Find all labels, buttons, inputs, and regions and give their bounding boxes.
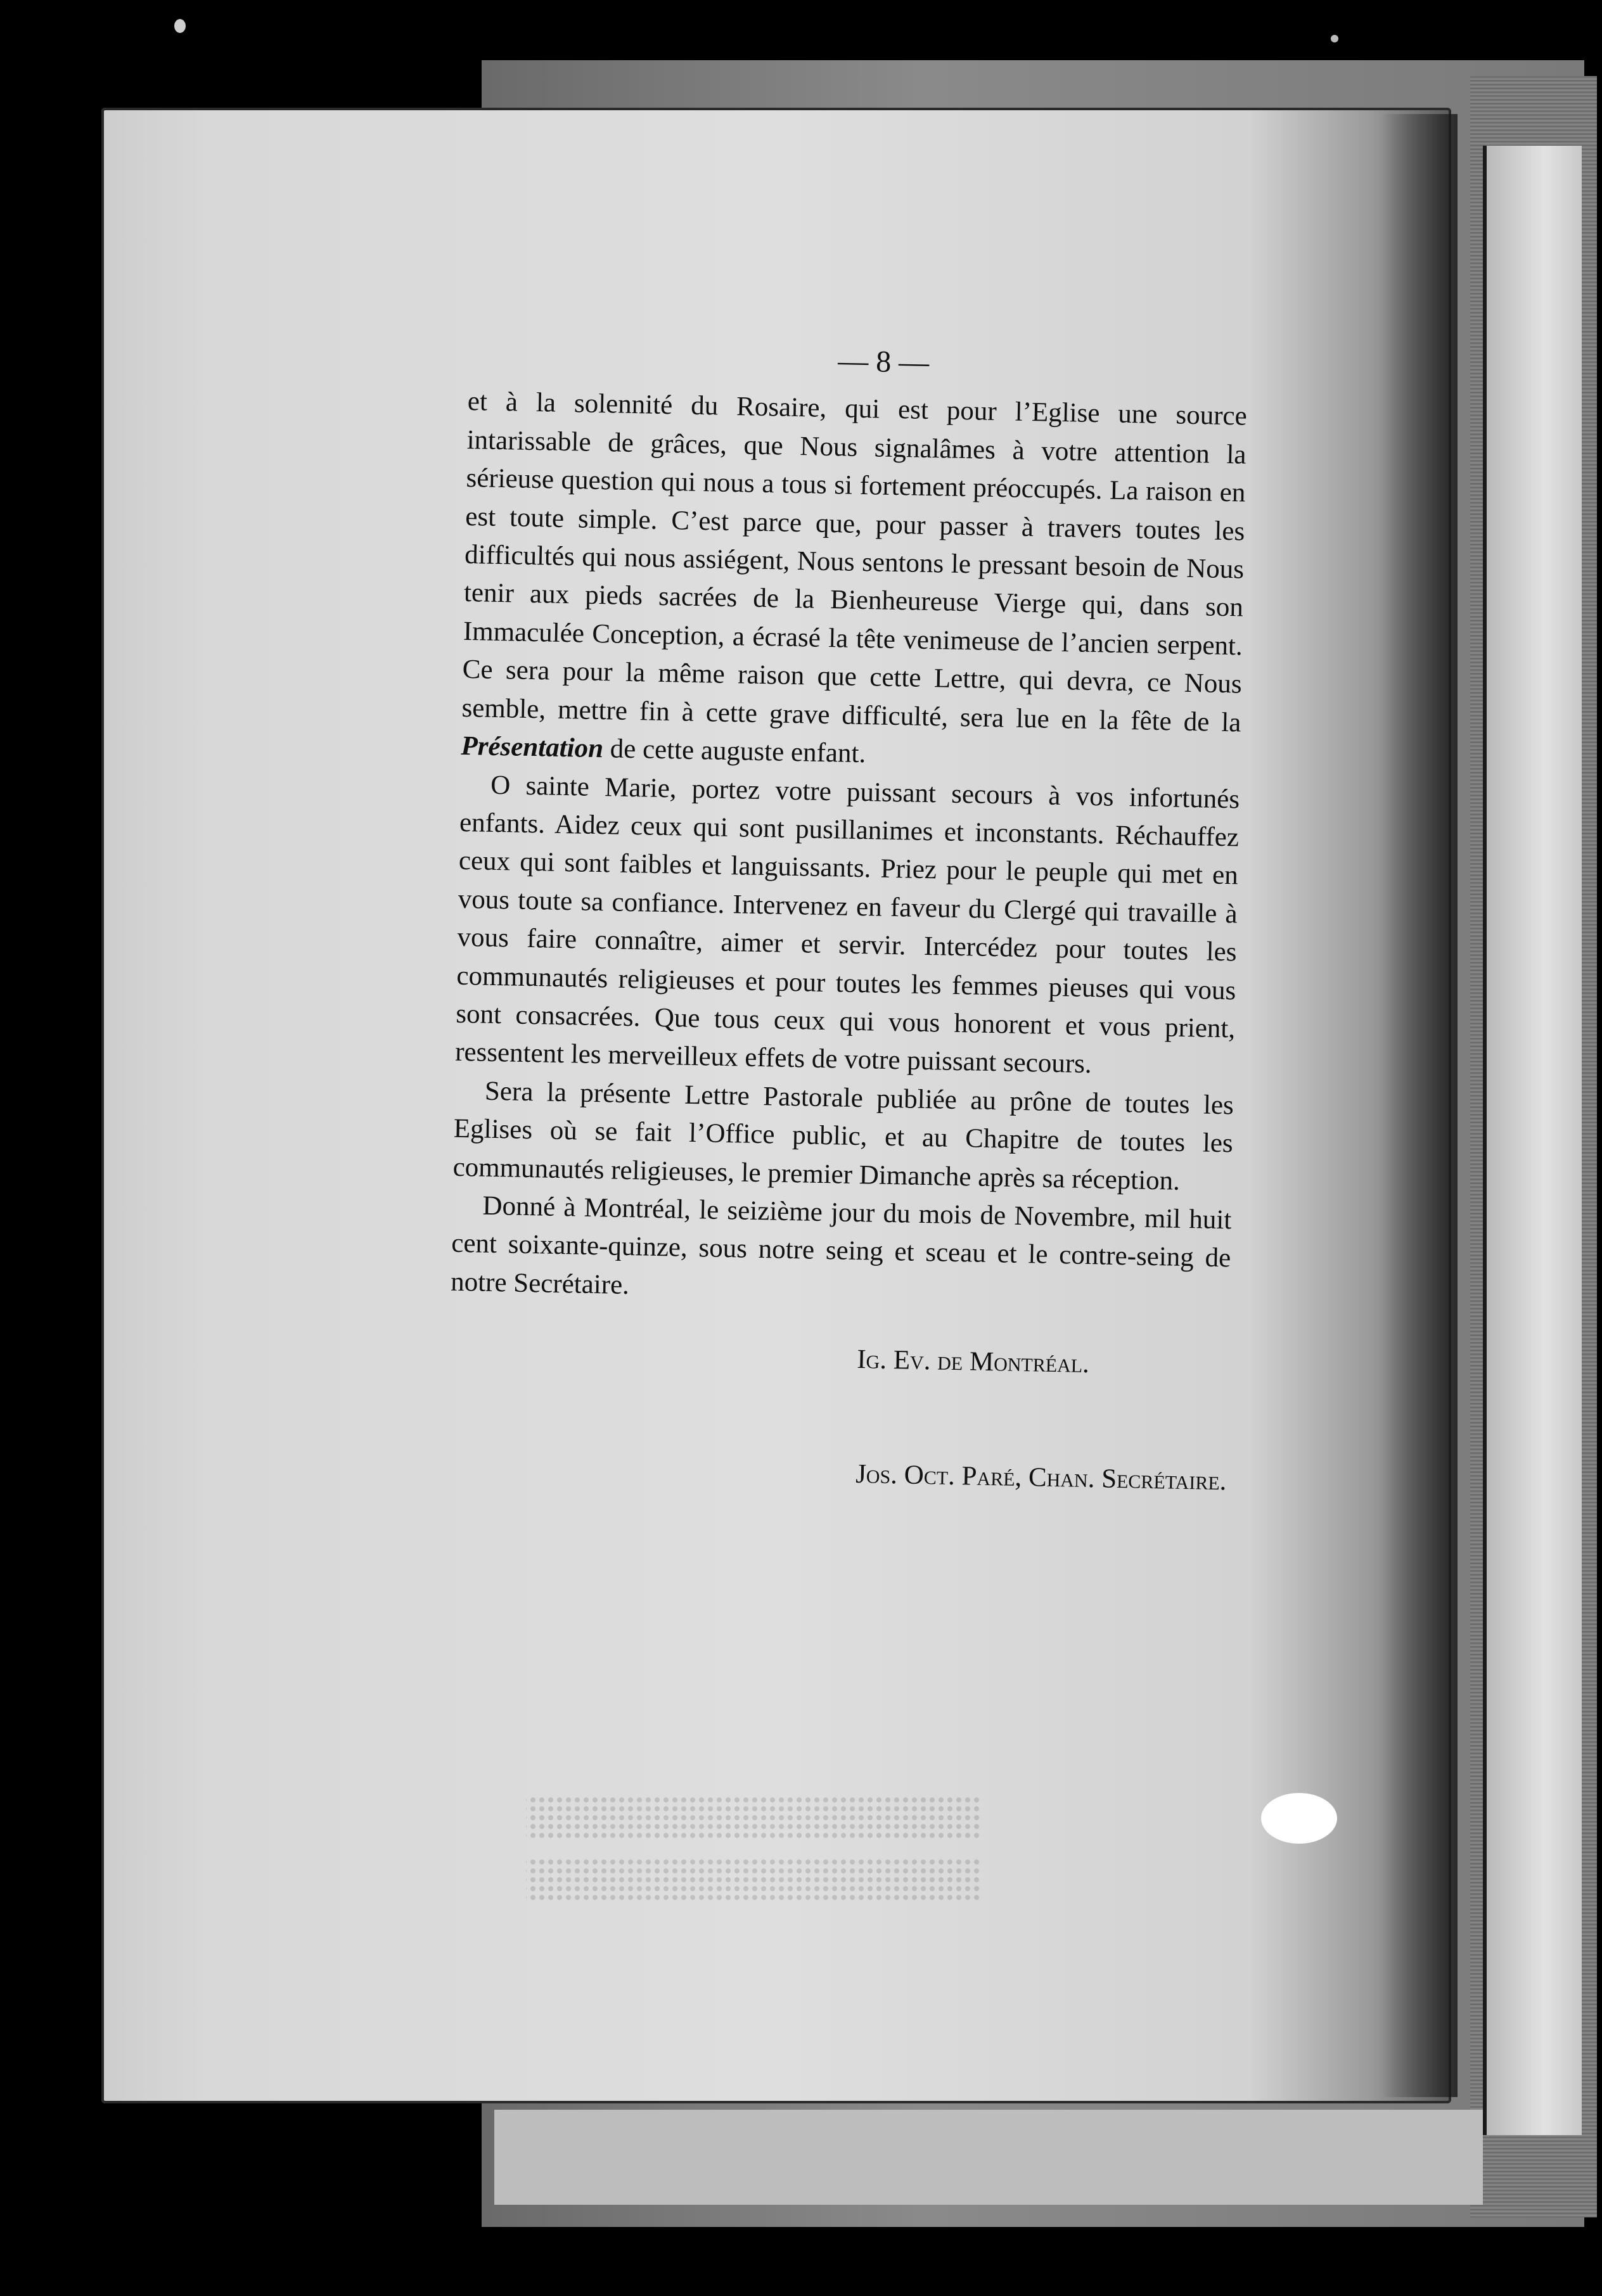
page-gutter-shadow <box>1381 114 1458 2097</box>
paper-speck <box>174 19 186 33</box>
perforated-library-stamp <box>520 1787 989 1913</box>
paragraph-1-text: et à la solennité du Rosaire, qui est pour l’Eglise une source intarissable de grâces, que Nous signalâmes à votre attention la sérieuse question qui nous a tous si fortement préoccupés. La raison en est toute simple. C’est parce que, pour passer à travers toutes les difficultés qui nous assiégent, Nous sentons le pressant besoin de Nous tenir aux pieds sacrées de la Bienheureuse Vierge qui, dans son Immaculée Conception, a écrasé la tête venimeuse de l’ancien serpent. Ce sera pour la même raison que cette Lettre, qui devra, ce Nous semble, mettre fin à cette grave difficulté, sera lue en la fête de la <box>461 386 1248 738</box>
paragraph-4: Donné à Montréal, le seizième jour du mois de Novembre, mil huit cent soixante-quinze, sous notre seing et sceau et le contre-seing de notre Secrétaire. <box>450 1190 1232 1300</box>
page-number: — 8 — <box>837 344 930 379</box>
signature-secretary: Jos. Oct. Paré, Chan. Secrétaire. <box>855 1458 1227 1496</box>
paragraph-1-end: de cette auguste enfant. <box>610 734 866 769</box>
stamp-dots <box>520 1787 989 1913</box>
paper-speck <box>1331 35 1338 42</box>
paragraph-2: O sainte Marie, portez votre puissant secours à vos infortunés enfants. Aidez ceux qui sont pusillanimes et inconstants. Réchauffez ceux qui sont faibles et languissants. Priez pour le peuple qui met en vous toute sa confiance. Intervenez en faveur du Clergé qui travaille à vous faire connaître, aimer et servir. Intercédez pour toutes les communautés religieuses et pour toutes les femmes pieuses qui vous sont consacrées. Que tous ceux qui vous honorent et vous prient, ressentent les merveilleux effets de votre puissant secours. <box>454 770 1240 1080</box>
paragraph-1 <box>461 383 1247 781</box>
italic-presentation: Présentation <box>461 730 604 764</box>
paper-speck <box>1261 1793 1337 1844</box>
text-block <box>447 333 1248 1500</box>
signature-bishop: Ig. Ev. de Montréal. <box>856 1344 1090 1379</box>
facing-leaf <box>1483 146 1582 2135</box>
bottom-paper-strip <box>494 2110 1483 2205</box>
paragraph-3: Sera la présente Lettre Pastorale publiée au prône de toutes les Eglises où se fait l’Office public, et au Chapitre de toutes les communautés religieuses, le premier Dimanche après sa réception. <box>452 1076 1234 1196</box>
